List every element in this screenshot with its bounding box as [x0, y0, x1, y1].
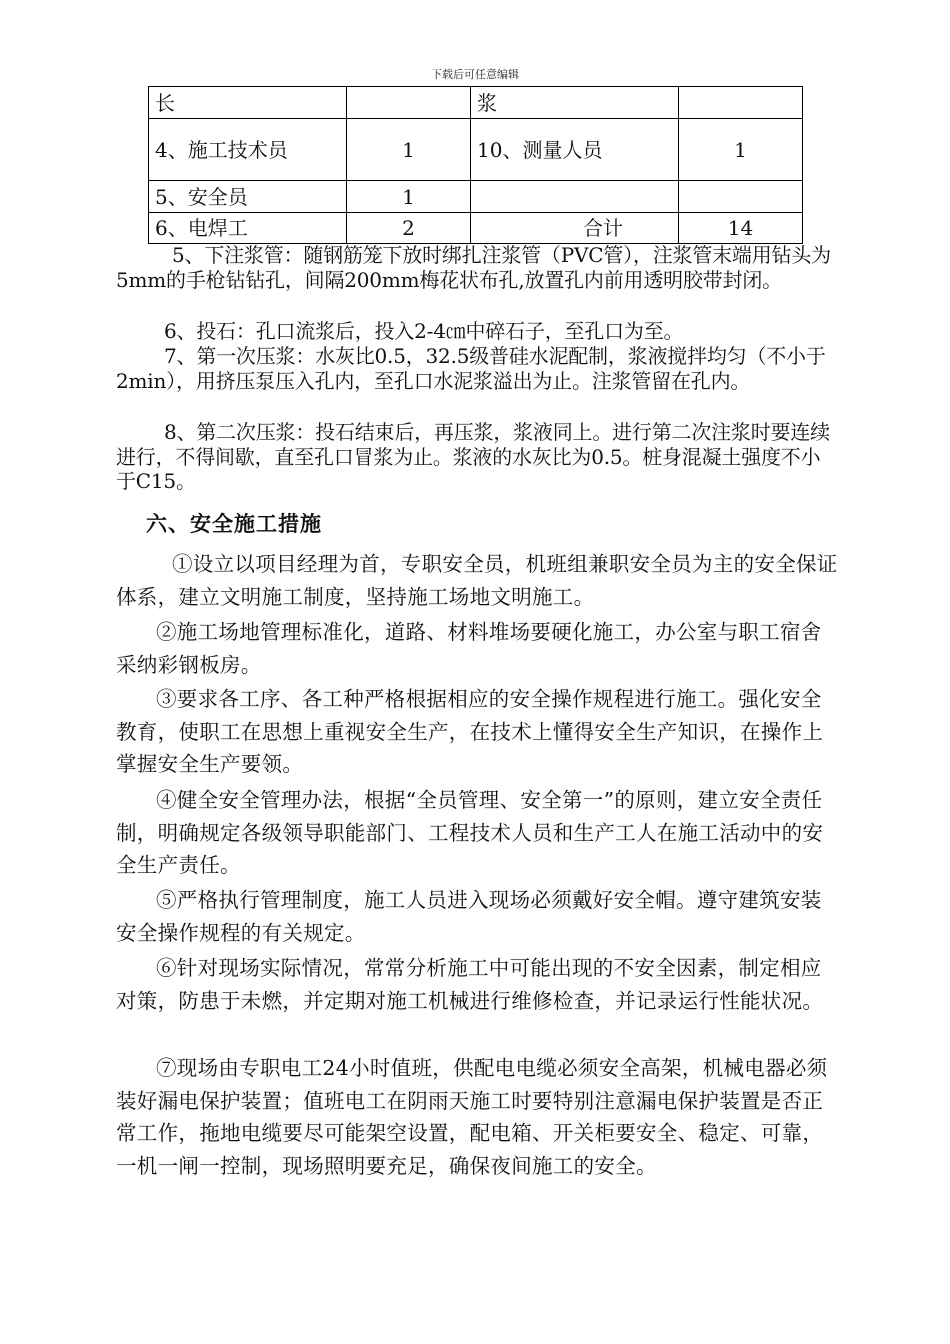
table-cell: 1 — [347, 181, 471, 213]
table-cell: 浆 — [471, 87, 679, 119]
staff-table — [148, 86, 803, 244]
step-paragraph: 8、第二次压浆：投石结束后，再压浆，浆液同上。进行第二次注浆时要连续进行，不得间歇，直至孔口冒浆为止。浆液的水灰比为0.5。桩身混凝土强度不小于C15。 — [116, 420, 830, 493]
step-paragraph: 5、下注浆管：随钢筋笼下放时绑扎注浆管（PVC管），注浆管末端用钻头为5mm的手枪钻钻孔，间隔200mm梅花状布孔,放置孔内前用透明胶带封闭。 — [116, 243, 831, 292]
table-row — [149, 119, 803, 181]
table-cell: 6、电焊工 — [149, 213, 347, 244]
table-row — [149, 87, 803, 119]
table-cell — [679, 181, 803, 213]
table-cell: 4、施工技术员 — [149, 119, 347, 181]
measure-paragraph: ⑤严格执行管理制度，施工人员进入现场必须戴好安全帽。遵守建筑安装安全操作规程的有关规定。 — [116, 888, 822, 945]
measure-paragraph: ④健全安全管理办法，根据“全员管理、安全第一”的原则，建立安全责任制，明确规定各级领导职能部门、工程技术人员和生产工人在施工活动中的安全生产责任。 — [116, 788, 824, 877]
table-cell: 1 — [347, 119, 471, 181]
table-cell: 1 — [679, 119, 803, 181]
step-paragraph: 7、第一次压浆：水灰比0.5，32.5级普硅水泥配制，浆液搅拌均匀（不小于2min），用挤压泵压入孔内，至孔口水泥浆溢出为止。注浆管留在孔内。 — [116, 344, 826, 393]
table-cell: 2 — [347, 213, 471, 244]
table-cell: 长 — [149, 87, 347, 119]
measure-paragraph: ⑦现场由专职电工24小时值班，供配电电缆必须安全高架，机械电器必须装好漏电保护装置；值班电工在阴雨天施工时要特别注意漏电保护装置是否正常工作，拖地电缆要尽可能架空设置，配电箱、开关柜要安全、稳定、可靠，一机一闸一控制，现场照明要充足，确保夜间施工的安全。 — [116, 1056, 828, 1178]
measure-paragraph: ⑥针对现场实际情况，常常分析施工中可能出现的不安全因素，制定相应对策，防患于未燃，并定期对施工机械进行维修检查，并记录运行性能状况。 — [116, 956, 824, 1013]
table-row — [149, 213, 803, 244]
table-cell: 合计 — [471, 213, 679, 244]
measure-paragraph: ③要求各工序、各工种严格根据相应的安全操作规程进行施工。强化安全教育，使职工在思想上重视安全生产，在技术上懂得安全生产知识，在操作上掌握安全生产要领。 — [116, 687, 824, 776]
table-cell: 14 — [679, 213, 803, 244]
step-paragraph: 6、投石：孔口流浆后，投入2-4㎝中碎石子，至孔口为至。 — [164, 319, 684, 343]
table-cell — [471, 181, 679, 213]
section-heading: 六、安全施工措施 — [146, 512, 322, 536]
table-row — [149, 181, 803, 213]
measure-paragraph: ②施工场地管理标准化，道路、材料堆场要硬化施工，办公室与职工宿舍采纳彩钢板房。 — [116, 620, 822, 677]
measure-paragraph: ①设立以项目经理为首，专职安全员，机班组兼职安全员为主的安全保证体系，建立文明施工制度，坚持施工场地文明施工。 — [116, 552, 838, 609]
table-cell — [679, 87, 803, 119]
table-cell: 10、测量人员 — [471, 119, 679, 181]
table-cell: 5、安全员 — [149, 181, 347, 213]
page-header: 下载后可任意编辑 — [431, 68, 519, 81]
table-cell — [347, 87, 471, 119]
